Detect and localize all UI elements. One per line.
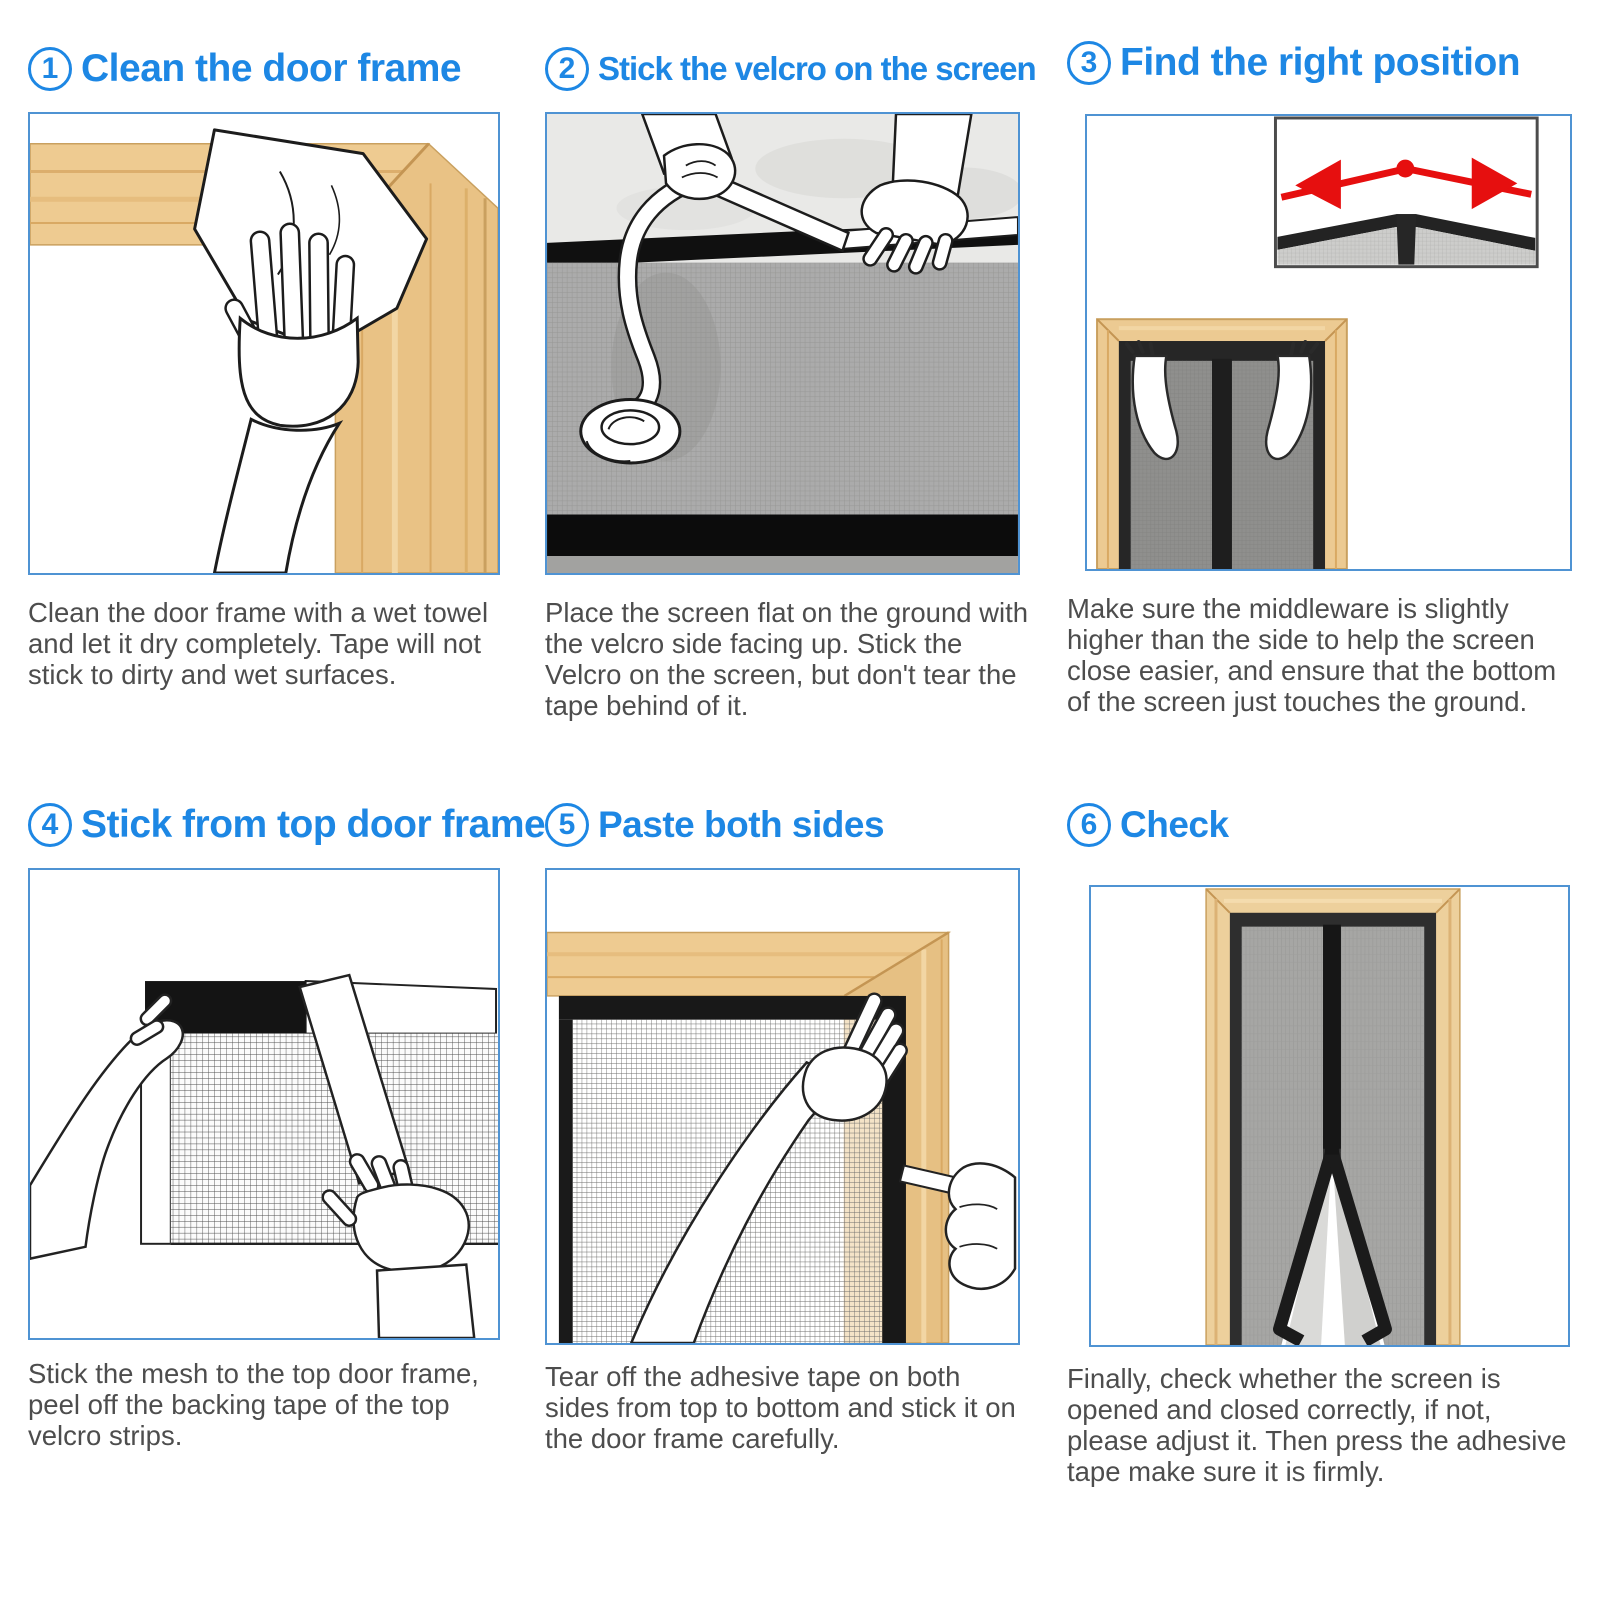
hand-wiping-door-frame-icon xyxy=(30,114,498,573)
step-3-find-the-right-position xyxy=(1067,34,1577,717)
step-5-caption: Tear off the adhesive tape on both sides from top to bottom and stick it on the door frame carefully. xyxy=(545,1361,1016,1454)
peeling-backing-tape-icon xyxy=(30,870,498,1338)
step-4-title: Stick from top door frame xyxy=(81,803,546,846)
step-2-stick-the-velcro xyxy=(545,40,1036,721)
step-2-header xyxy=(545,40,1036,98)
step-1-title: Clean the door frame xyxy=(81,47,462,90)
step-3-header xyxy=(1067,34,1577,92)
step-3-caption: Make sure the middleware is slightly higher than the side to help the screen close easier, and ensure that the bottom of the screen just touches the ground. xyxy=(1067,593,1557,717)
door-frame-with-screen xyxy=(1097,319,1347,569)
step-6-check xyxy=(1067,796,1577,1487)
step-4-header xyxy=(28,796,546,854)
step-2-illustration-velcro-on-screen xyxy=(545,112,1020,575)
step-1-header xyxy=(28,40,510,98)
step-5-header xyxy=(545,796,1032,854)
step-6-title: Check xyxy=(1120,804,1229,845)
step-6-caption: Finally, check whether the screen is opened and closed correctly, if not, please adjust it. Then press the adhesive tape make sure it is firmly. xyxy=(1067,1363,1567,1487)
screen-positioning-icon xyxy=(1087,116,1570,569)
installed-screen-door-icon xyxy=(1091,887,1568,1345)
step-1-number-badge: 1 xyxy=(28,47,72,91)
step-3-title: Find the right position xyxy=(1120,41,1521,84)
step-5-title: Paste both sides xyxy=(598,804,885,845)
step-4-number-badge: 4 xyxy=(28,803,72,847)
step-3-number-badge: 3 xyxy=(1067,41,1111,85)
step-4-illustration-peeling-tape xyxy=(28,868,500,1340)
pressing-screen-side-icon xyxy=(547,870,1018,1343)
step-1-clean-the-door-frame xyxy=(28,40,510,690)
step-4-caption: Stick the mesh to the top door frame, peel off the backing tape of the top velcro strips. xyxy=(28,1358,479,1451)
step-2-number-badge: 2 xyxy=(545,47,589,91)
step-6-illustration-installed-door xyxy=(1089,885,1570,1347)
step-5-illustration-pressing-sides xyxy=(545,868,1020,1345)
step-6-number-badge: 6 xyxy=(1067,803,1111,847)
hands-sticking-velcro-icon xyxy=(547,114,1018,573)
step-2-title: Stick the velcro on the screen xyxy=(598,50,1036,87)
step-6-header xyxy=(1067,796,1577,854)
step-1-caption: Clean the door frame with a wet towel and let it dry completely. Tape will not stick to dirty and wet surfaces. xyxy=(28,597,489,690)
step-5-number-badge: 5 xyxy=(545,803,589,847)
step-4-stick-from-top-door-frame xyxy=(28,796,546,1451)
step-1-illustration-hand-wiping-door-frame xyxy=(28,112,500,575)
step-2-caption: Place the screen flat on the ground with the velcro side facing up. Stick the Velcro on the screen, but don't tear the tape behind of it. xyxy=(545,597,1029,721)
middle-higher-inset xyxy=(1275,118,1537,267)
step-3-illustration-positioning xyxy=(1085,114,1572,571)
step-5-paste-both-sides xyxy=(545,796,1032,1454)
